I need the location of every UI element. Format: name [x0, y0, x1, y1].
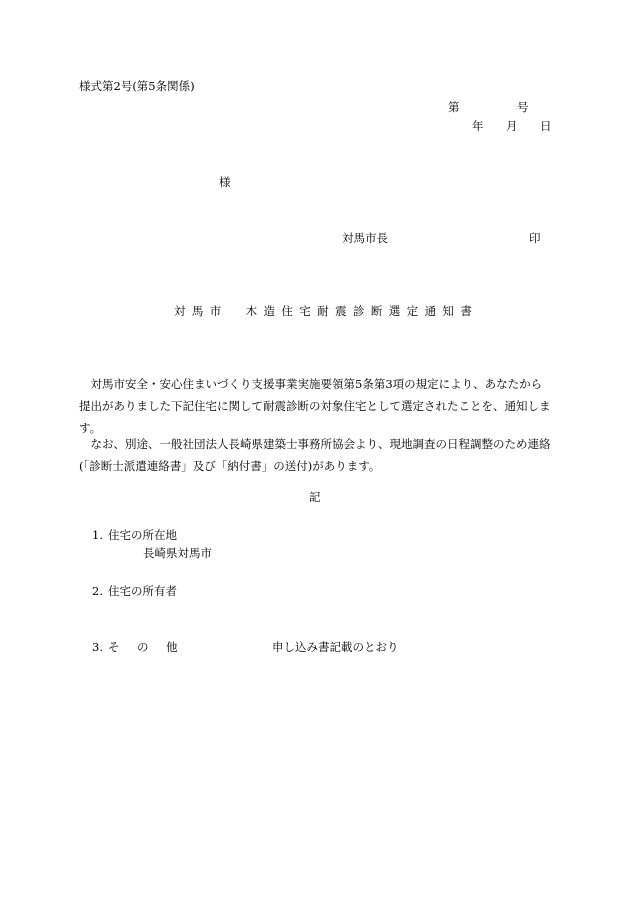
item-3-label: そ の 他: [108, 640, 181, 654]
item-3-value: 申し込み書記載のとおり: [272, 640, 399, 654]
date-month: 月: [506, 119, 518, 133]
date-day: 日: [540, 119, 552, 133]
sender-title: 対馬市長: [342, 231, 388, 245]
paragraph-2: なお、別途、一般社団法人長崎県建築士事務所協会より、現地調査の日程調整のため連絡(「診断士派遣連絡書」及び「納付書」の送付)があります。: [79, 437, 551, 473]
addressee-suffix: 様: [219, 175, 231, 189]
ki-heading: 記: [309, 490, 321, 504]
seal-mark: 印: [529, 231, 541, 245]
item-1-number: 1.: [92, 528, 103, 542]
paragraph-1: 対馬市安全・安心住まいづくり支援事業実施要領第5条第3項の規定により、あなたから提出がありました下記住宅に関して耐震診断の対象住宅として選定されたことを、通知します。: [79, 377, 551, 435]
item-1-label: 住宅の所在地: [108, 528, 177, 542]
ref-go: 号: [517, 100, 529, 114]
item-2-label: 住宅の所有者: [108, 584, 177, 598]
form-number: 様式第2号(第5条関係): [79, 79, 195, 93]
item-3-number: 3.: [92, 640, 103, 654]
ref-dai: 第: [448, 100, 460, 114]
item-2-number: 2.: [92, 584, 103, 598]
document-title: 対馬市 木造住宅耐震診断選定通知書: [174, 304, 479, 318]
date-year: 年: [472, 119, 484, 133]
item-1-value: 長崎県対馬市: [143, 546, 212, 560]
